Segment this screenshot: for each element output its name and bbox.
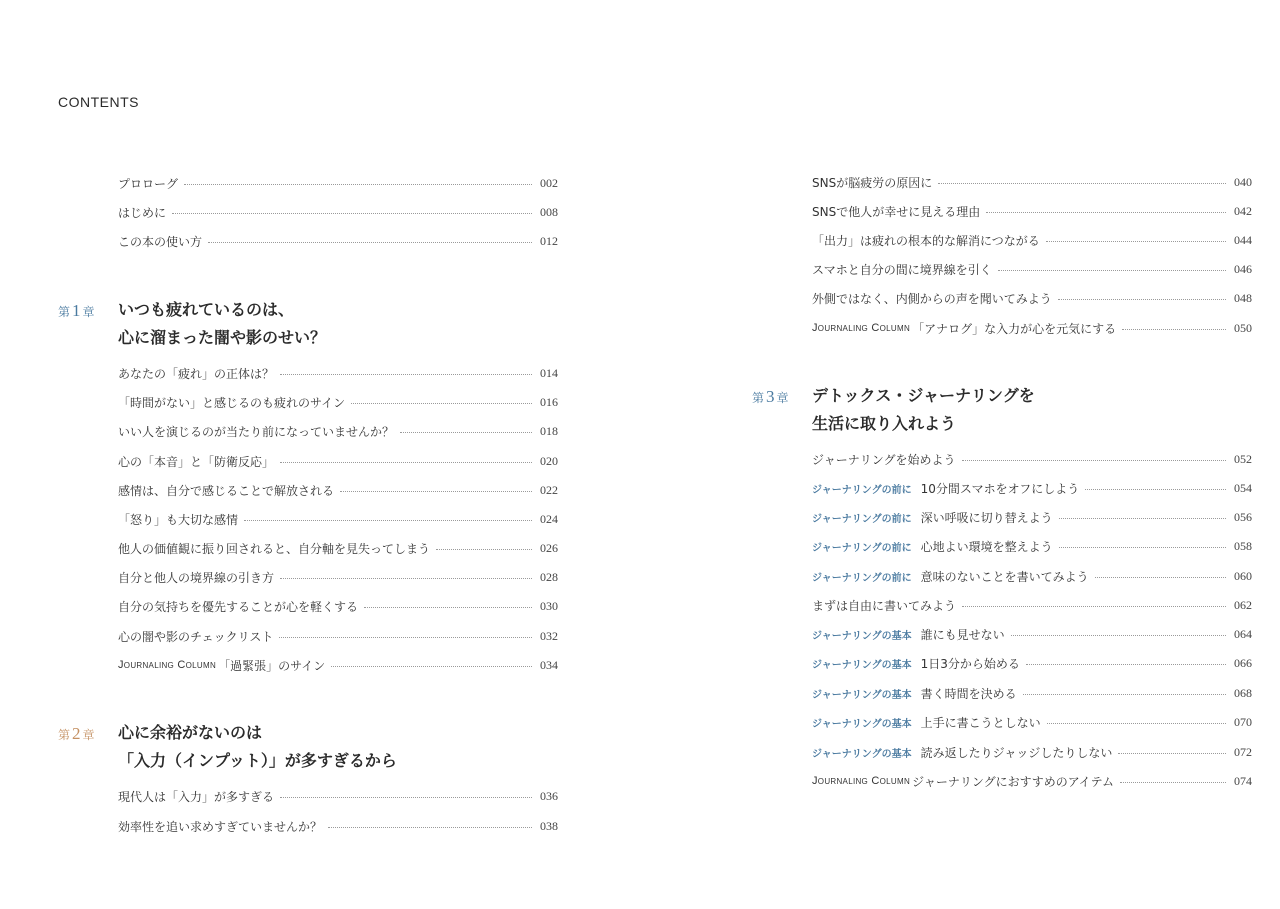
page-number: 016 bbox=[540, 394, 558, 409]
entry-title: 10分間スマホをオフにしよう bbox=[920, 481, 1080, 496]
entry-title: 「出力」は疲れの根本的な解消につながる bbox=[812, 233, 1040, 248]
entry-title: SNSが脳疲労の原因に bbox=[812, 175, 933, 190]
page-number: 074 bbox=[1234, 773, 1252, 788]
chapter-1-label bbox=[58, 296, 118, 352]
section-prefix: ジャーナリングの基本 bbox=[812, 748, 912, 760]
dot-leader bbox=[1120, 782, 1226, 783]
toc-entry[interactable] bbox=[118, 626, 558, 646]
chapter-3-title bbox=[812, 382, 1035, 438]
toc-entry[interactable] bbox=[118, 421, 558, 441]
entry-title: 1日3分から始める bbox=[920, 656, 1020, 671]
chapter-label-suffix: 章 bbox=[82, 728, 95, 742]
dot-leader bbox=[280, 374, 532, 375]
chapter-title-line: 生活に取り入れよう bbox=[812, 414, 957, 433]
page-number: 062 bbox=[1234, 597, 1252, 612]
dot-leader bbox=[280, 462, 532, 463]
entry-title: 感情は、自分で感じることで解放される bbox=[118, 483, 335, 498]
toc-entry[interactable] bbox=[812, 172, 1252, 192]
toc-entry[interactable] bbox=[812, 230, 1252, 250]
chapter-label-prefix: 第 bbox=[58, 728, 71, 742]
chapter-2-heading bbox=[58, 719, 397, 775]
page-number: 012 bbox=[540, 233, 558, 248]
entry-title: いい人を演じるのが当たり前になっていませんか？ bbox=[118, 424, 395, 439]
section-prefix: ジャーナリングの前に bbox=[812, 484, 912, 496]
entry-title: 心の「本音」と「防衛反応」 bbox=[118, 454, 275, 469]
page-number: 052 bbox=[1234, 451, 1252, 466]
dot-leader bbox=[172, 213, 532, 214]
toc-entry[interactable] bbox=[118, 173, 558, 193]
section-prefix: ジャーナリングの基本 bbox=[812, 718, 912, 730]
dot-leader bbox=[364, 607, 532, 608]
entry-title: 効率性を追い求めすぎていませんか？ bbox=[118, 819, 323, 834]
toc-entry[interactable] bbox=[118, 480, 558, 500]
entry-title: 心の闇や影のチェックリスト bbox=[118, 629, 274, 644]
page-number: 026 bbox=[540, 540, 558, 555]
page-number: 002 bbox=[540, 175, 558, 190]
dot-leader bbox=[436, 549, 532, 550]
dot-leader bbox=[1095, 577, 1226, 578]
page-number: 050 bbox=[1234, 320, 1252, 335]
toc-entry[interactable] bbox=[812, 624, 1252, 644]
entry-title: 自分の気持ちを優先することが心を軽くする bbox=[118, 599, 359, 614]
toc-entry[interactable] bbox=[812, 566, 1252, 586]
dot-leader bbox=[1023, 694, 1226, 695]
page-number: 054 bbox=[1234, 480, 1252, 495]
entry-title: 心地よい環境を整えよう bbox=[920, 539, 1053, 554]
chapter-3-heading bbox=[752, 382, 1035, 438]
entry-title: 「アナログ」な入力が心を元気にする bbox=[912, 321, 1117, 336]
dot-leader bbox=[1118, 753, 1226, 754]
page-number: 022 bbox=[540, 482, 558, 497]
toc-entry[interactable] bbox=[118, 786, 558, 806]
section-prefix: ジャーナリングの前に bbox=[812, 572, 912, 584]
entry-title: あなたの「疲れ」の正体は？ bbox=[118, 366, 275, 381]
dot-leader bbox=[1058, 299, 1226, 300]
dot-leader bbox=[962, 606, 1226, 607]
entry-title: 上手に書こうとしない bbox=[920, 715, 1041, 730]
entry-title: 誰にも見せない bbox=[920, 627, 1005, 642]
toc-entry[interactable] bbox=[812, 653, 1252, 673]
dot-leader bbox=[938, 183, 1226, 184]
section-prefix: ジャーナリングの前に bbox=[812, 542, 912, 554]
page-number: 060 bbox=[1234, 568, 1252, 583]
chapter-2-title bbox=[118, 719, 397, 775]
chapter-label-prefix: 第 bbox=[752, 391, 765, 405]
entry-title: 外側ではなく、内側からの声を聞いてみよう bbox=[812, 291, 1052, 306]
toc-entry[interactable] bbox=[118, 816, 558, 836]
entry-title: 意味のないことを書いてみよう bbox=[920, 569, 1089, 584]
page-number: 008 bbox=[540, 204, 558, 219]
toc-entry[interactable] bbox=[118, 202, 558, 222]
section-prefix: ジャーナリングの前に bbox=[812, 513, 912, 525]
chapter-label-suffix: 章 bbox=[82, 305, 95, 319]
entry-title: ジャーナリングを始めよう bbox=[812, 452, 956, 467]
entry-title: 書く時間を決める bbox=[920, 686, 1017, 701]
entry-title: スマホと自分の間に境界線を引く bbox=[812, 262, 992, 277]
chapter-title-line: 心に溜まった闇や影のせい？ bbox=[118, 328, 327, 347]
page-number: 070 bbox=[1234, 714, 1252, 729]
entry-title: 自分と他人の境界線の引き方 bbox=[118, 570, 275, 585]
chapter-title-line: 「入力（インプット）」が多すぎるから bbox=[118, 751, 397, 770]
entry-title: プロローグ bbox=[118, 176, 179, 191]
page-number: 072 bbox=[1234, 744, 1252, 759]
page-number: 020 bbox=[540, 453, 558, 468]
entry-title: 「時間がない」と感じるのも疲れのサイン bbox=[118, 395, 346, 410]
dot-leader bbox=[1059, 518, 1226, 519]
toc-entry[interactable] bbox=[812, 201, 1252, 221]
dot-leader bbox=[1059, 547, 1226, 548]
dot-leader bbox=[351, 403, 532, 404]
entry-title: この本の使い方 bbox=[118, 234, 203, 249]
entry-title: 深い呼吸に切り替えよう bbox=[920, 510, 1053, 525]
toc-entry[interactable] bbox=[118, 231, 558, 251]
chapter-2-label bbox=[58, 719, 118, 775]
journaling-column-tag: Journaling Column bbox=[812, 775, 911, 787]
dot-leader bbox=[1122, 329, 1226, 330]
section-prefix: ジャーナリングの基本 bbox=[812, 659, 912, 671]
dot-leader bbox=[280, 797, 532, 798]
page-number: 042 bbox=[1234, 203, 1252, 218]
entry-title: 「過緊張」のサイン bbox=[218, 658, 326, 673]
chapter-title-line: 心に余裕がないのは bbox=[118, 723, 263, 742]
chapter-3-label bbox=[752, 382, 812, 438]
toc-entry[interactable] bbox=[812, 712, 1252, 732]
toc-entry[interactable] bbox=[812, 595, 1252, 615]
dot-leader bbox=[331, 666, 532, 667]
dot-leader bbox=[280, 578, 532, 579]
entry-title: まずは自由に書いてみよう bbox=[812, 598, 957, 613]
page-number: 056 bbox=[1234, 509, 1252, 524]
toc-entry[interactable] bbox=[812, 536, 1252, 556]
toc-entry[interactable] bbox=[118, 451, 558, 471]
chapter-label-suffix: 章 bbox=[776, 391, 789, 405]
toc-entry[interactable] bbox=[118, 509, 558, 529]
entry-title: はじめに bbox=[118, 205, 167, 220]
chapter-title-line: いつも疲れているのは、 bbox=[118, 300, 295, 319]
page-number: 028 bbox=[540, 569, 558, 584]
page-number: 018 bbox=[540, 423, 558, 438]
page-number: 024 bbox=[540, 511, 558, 526]
chapter-title-line: デトックス・ジャーナリングを bbox=[812, 386, 1035, 405]
dot-leader bbox=[1026, 664, 1226, 665]
toc-entry[interactable] bbox=[812, 288, 1252, 308]
chapter-label-prefix: 第 bbox=[58, 305, 71, 319]
dot-leader bbox=[1085, 489, 1226, 490]
page-number: 048 bbox=[1234, 290, 1252, 305]
page-number: 046 bbox=[1234, 261, 1252, 276]
dot-leader bbox=[184, 184, 532, 185]
page-number: 068 bbox=[1234, 685, 1252, 700]
dot-leader bbox=[1011, 635, 1226, 636]
journaling-column-tag: Journaling Column bbox=[118, 659, 217, 671]
toc-entry[interactable] bbox=[118, 596, 558, 616]
dot-leader bbox=[998, 270, 1226, 271]
entry-title: 現代人は「入力」が多すぎる bbox=[118, 789, 275, 804]
page-number: 014 bbox=[540, 365, 558, 380]
dot-leader bbox=[1046, 241, 1226, 242]
page-number: 066 bbox=[1234, 655, 1252, 670]
toc-entry[interactable] bbox=[812, 478, 1252, 498]
dot-leader bbox=[244, 520, 532, 521]
toc-entry[interactable] bbox=[118, 363, 558, 383]
toc-entry[interactable] bbox=[812, 742, 1252, 762]
page-number: 058 bbox=[1234, 538, 1252, 553]
entry-title: 他人の価値観に振り回されると、自分軸を見失ってしまう bbox=[118, 541, 431, 556]
toc-entry[interactable] bbox=[118, 392, 558, 412]
toc-entry[interactable] bbox=[118, 538, 558, 558]
toc-entry[interactable] bbox=[812, 449, 1252, 469]
toc-entry[interactable] bbox=[812, 683, 1252, 703]
dot-leader bbox=[1047, 723, 1226, 724]
toc-entry[interactable] bbox=[812, 507, 1252, 527]
chapter-1-title bbox=[118, 296, 326, 352]
entry-title: 読み返したりジャッジしたりしない bbox=[920, 745, 1113, 760]
dot-leader bbox=[400, 432, 532, 433]
dot-leader bbox=[208, 242, 532, 243]
dot-leader bbox=[279, 637, 532, 638]
chapter-number: 2 bbox=[72, 724, 81, 743]
entry-title: 「怒り」も大切な感情 bbox=[118, 512, 239, 527]
page-number: 036 bbox=[540, 788, 558, 803]
page-number: 044 bbox=[1234, 232, 1252, 247]
dot-leader bbox=[962, 460, 1226, 461]
page-number: 038 bbox=[540, 818, 558, 833]
chapter-number: 1 bbox=[72, 301, 81, 320]
dot-leader bbox=[328, 827, 532, 828]
toc-entry-column[interactable] bbox=[118, 655, 558, 675]
page-number: 064 bbox=[1234, 626, 1252, 641]
toc-entry[interactable] bbox=[812, 259, 1252, 279]
section-prefix: ジャーナリングの基本 bbox=[812, 630, 912, 642]
toc-entry-column[interactable] bbox=[812, 771, 1252, 791]
entry-title: SNSで他人が幸せに見える理由 bbox=[812, 204, 981, 219]
entry-title: ジャーナリングにおすすめのアイテム bbox=[912, 774, 1115, 789]
page-number: 040 bbox=[1234, 174, 1252, 189]
chapter-number: 3 bbox=[766, 387, 775, 406]
contents-heading: CONTENTS bbox=[58, 94, 139, 110]
dot-leader bbox=[986, 212, 1226, 213]
toc-entry[interactable] bbox=[118, 567, 558, 587]
page-number: 030 bbox=[540, 598, 558, 613]
toc-entry-column[interactable] bbox=[812, 318, 1252, 338]
dot-leader bbox=[340, 491, 532, 492]
page-number: 034 bbox=[540, 657, 558, 672]
page-number: 032 bbox=[540, 628, 558, 643]
chapter-1-heading bbox=[58, 296, 326, 352]
section-prefix: ジャーナリングの基本 bbox=[812, 689, 912, 701]
journaling-column-tag: Journaling Column bbox=[812, 322, 911, 334]
